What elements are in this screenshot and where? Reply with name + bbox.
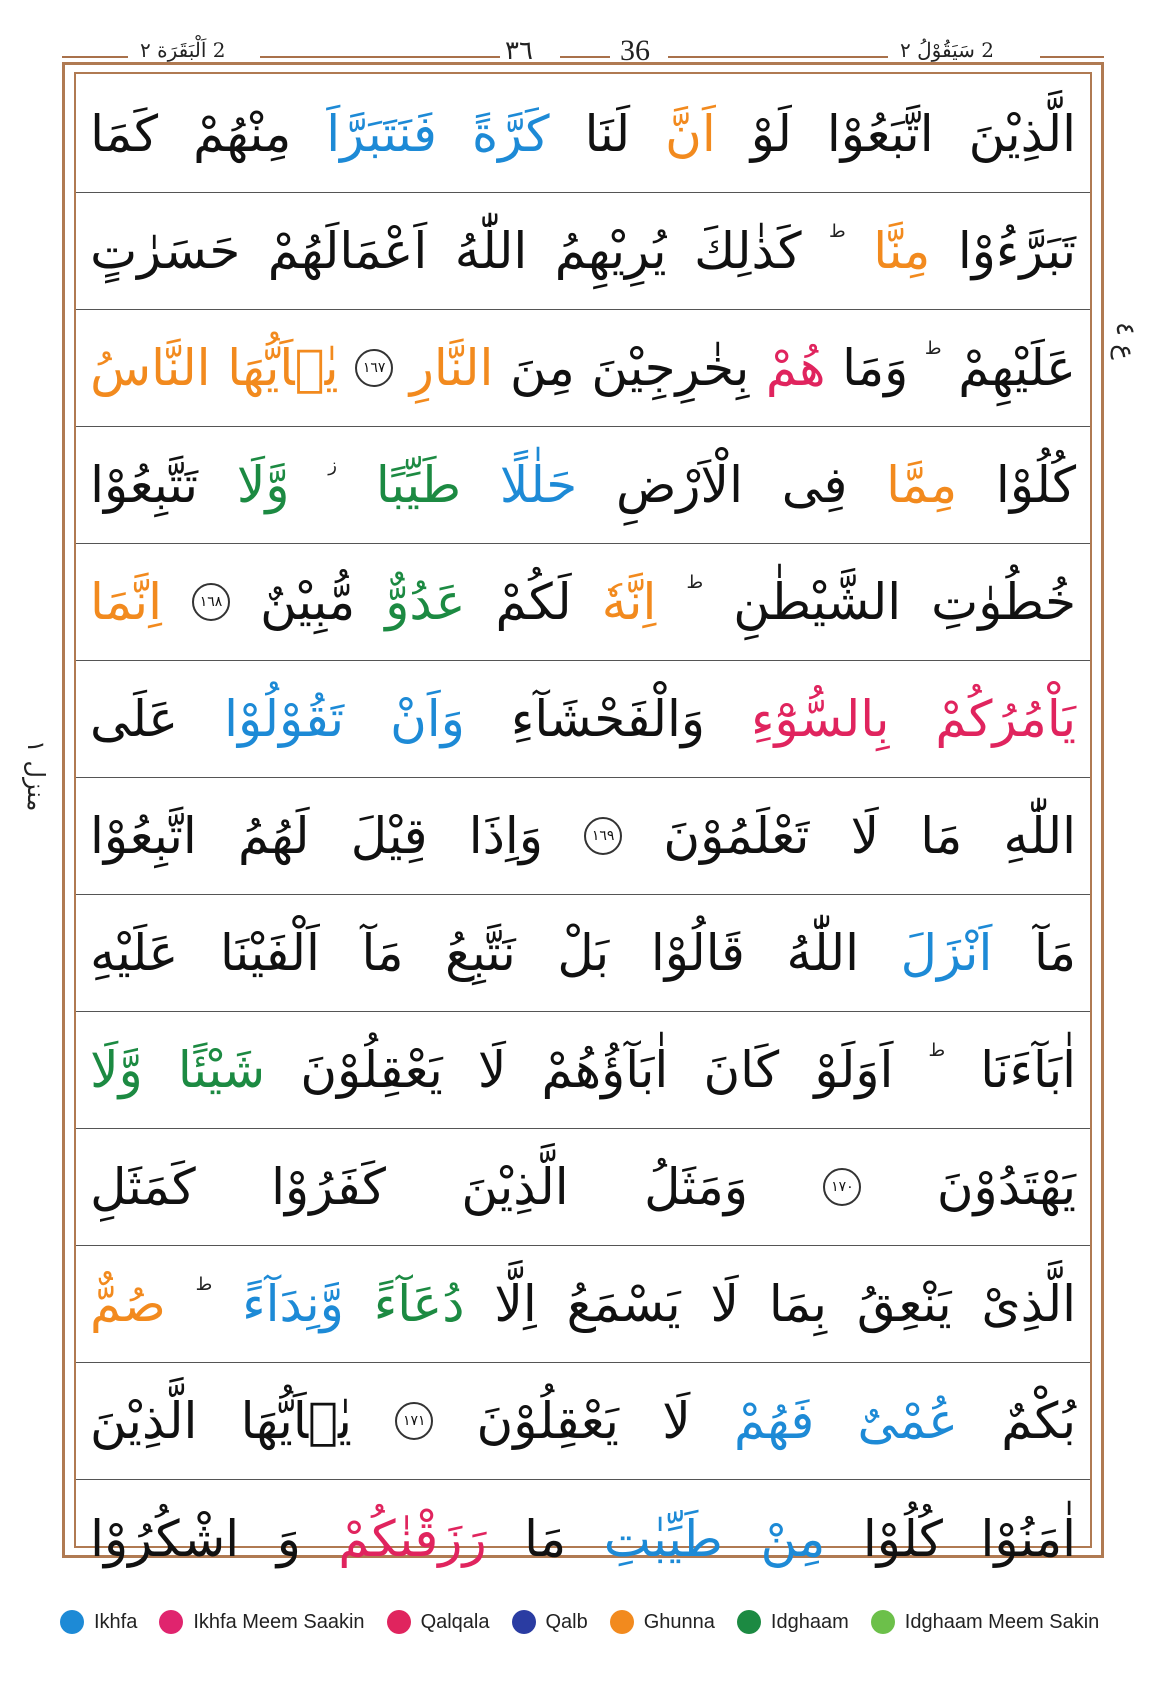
arabic-word: اَلْفَيْنَا [220,924,320,982]
arabic-word: اٰبَآؤُهُمْ [541,1041,669,1099]
arabic-word: كَذٰلِكَ [694,222,802,280]
arabic-word: لَنَا [584,105,631,163]
legend-label: Qalb [545,1610,588,1633]
arabic-word: كَمَثَلِ [90,1158,196,1216]
arabic-word: وَ [276,1509,301,1568]
arabic-word: مِنْ [760,1509,826,1568]
ayah-number-marker: ١٧٠ [823,1168,861,1206]
arabic-word: اَنْزَلَ [900,924,993,982]
quran-text-block [76,76,1090,1568]
legend-label: Ikhfa [94,1610,138,1633]
arabic-word: عَلَيْهِمْ [958,339,1076,397]
arabic-word: الشَّيْطٰنِ [733,573,902,631]
arabic-word: طَيِّبٰتِ [603,1509,723,1568]
arabic-word: اللّٰهُ [454,222,528,280]
arabic-word: مِنْهُمْ [193,105,292,163]
arabic-word: كُلُوْا [995,456,1076,514]
arabic-word: يَسْمَعُ [566,1275,681,1333]
surah-title: 2 اَلْبَقَرَة ٢ [140,38,226,62]
arabic-word: فَنَتَبَرَّاَ [326,105,437,163]
arabic-word: هُمْ [765,339,826,397]
legend-color-dot [737,1610,761,1634]
arabic-word: لَا [850,807,880,865]
text-line [76,427,1090,544]
arabic-word: خُطُوٰتِ [931,573,1076,631]
arabic-word: اتَّبِعُوْا [90,807,197,865]
arabic-word: يَاْمُرُكُمْ [935,690,1076,748]
arabic-word: اِنَّهٗ [601,573,657,631]
text-line [76,76,1090,193]
arabic-word: اَعْمَالَهُمْ [267,222,428,280]
waqf-stop-mark: ط [686,572,704,593]
arabic-word: مُّبِيْنٌ [260,573,356,631]
arabic-word: مَا [920,807,963,865]
arabic-word: الَّذِىْ [981,1275,1076,1333]
arabic-word: الَّذِيْنَ [90,1392,198,1450]
manzil-mark: منزل ١ [22,740,50,812]
arabic-word: تَعْلَمُوْنَ [663,807,810,865]
legend-item [871,1610,1100,1634]
arabic-word: وَمَثَلُ [644,1158,748,1216]
legend-label: Idghaam [770,1610,849,1633]
arabic-word: الَّذِيْنَ [968,105,1076,163]
arabic-word: لَوْ [750,105,792,163]
arabic-word: بِخٰرِجِيْنَ [591,339,750,397]
arabic-word: طَيِّبًا [375,456,462,514]
header-rule-left [62,56,128,58]
legend-item [60,1610,137,1634]
arabic-word: عُمْىٌ [857,1392,958,1450]
legend-color-dot [159,1610,183,1634]
arabic-word: وَاِذَا [468,807,543,865]
arabic-word: فِى [781,456,848,514]
waqf-stop-mark: ز [328,455,337,476]
arabic-word: يٰۤاَيُّهَا [227,339,339,397]
arabic-word: كَفَرُوْا [271,1158,386,1216]
text-line [76,544,1090,661]
arabic-word: لَكُمْ [495,573,572,631]
arabic-word: لَا [662,1392,691,1450]
ayah-number-marker: ١٦٧ [355,349,393,387]
arabic-word: حَسَرٰتٍ [90,222,241,280]
arabic-word: صُمٌّ [90,1275,166,1333]
legend-color-dot [512,1610,536,1634]
legend-color-dot [610,1610,634,1634]
arabic-word: شَيْئًا [177,1041,266,1099]
arabic-word: مَآ [361,924,404,982]
arabic-word: اَوَلَوْ [814,1041,894,1099]
arabic-word: بِمَا [768,1275,827,1333]
arabic-word: بَلْ [557,924,610,982]
waqf-stop-mark: ط [195,1274,213,1295]
legend-item [387,1610,490,1634]
ayah-number-marker: ١٦٩ [584,817,622,855]
ayah-number-marker: ١٧١ [395,1402,433,1440]
juz-title: 2 سَيَقُوْلُ ٢ [900,38,994,62]
arabic-word: يٰۤاَيُّهَا [240,1392,352,1450]
arabic-word: لَهُمُ [237,807,310,865]
arabic-word: اٰبَآءَنَا [980,1041,1076,1099]
text-line [76,310,1090,427]
text-line [76,661,1090,778]
arabic-word: وَّلَا [236,456,290,514]
text-line [76,895,1090,1012]
arabic-word: تَقُوْلُوْا [224,690,345,748]
arabic-word: مِمَّا [886,456,958,514]
arabic-word: كَرَّةً [471,105,550,163]
arabic-word: تَبَرَّءُوْا [957,222,1076,280]
header-rule-center [560,56,610,58]
arabic-word: يُرِيْهِمُ [554,222,667,280]
arabic-word: دُعَآءً [373,1275,465,1333]
arabic-word: قِيْلَ [350,807,428,865]
arabic-word: بِالسُّوْٓءِ [751,690,890,748]
arabic-word: كَانَ [703,1041,780,1099]
arabic-word: مِنَ [509,339,575,397]
arabic-word: اللّٰهِ [1003,807,1076,865]
arabic-word: كَمَا [90,105,159,163]
arabic-word: وَمَا [842,339,909,397]
arabic-word: اشْكُرُوْا [90,1509,240,1568]
arabic-word: قَالُوْا [650,924,745,982]
arabic-word: يَعْقِلُوْنَ [476,1392,619,1450]
arabic-word: وَالْفَحْشَآءِ [510,690,706,748]
legend-item [737,1610,849,1634]
legend-color-dot [387,1610,411,1634]
legend-color-dot [871,1610,895,1634]
legend-label: Ghunna [643,1610,715,1633]
arabic-word: يَهْتَدُوْنَ [936,1158,1076,1216]
header-rule-left-mid [260,56,500,58]
waqf-stop-mark: ط [928,1040,946,1061]
header-rule-right [1040,56,1104,58]
arabic-word: عَلَيْهِ [90,924,179,982]
waqf-stop-mark: ط [924,338,942,359]
arabic-word: رَزَقْنٰكُمْ [338,1509,487,1568]
arabic-word: تَتَّبِعُوْا [90,456,198,514]
arabic-word: اٰمَنُوْا [980,1509,1076,1568]
legend-item [159,1610,364,1634]
arabic-word: بُكْمٌ [1001,1392,1076,1450]
legend-item [512,1610,588,1634]
arabic-word: يَعْقِلُوْنَ [300,1041,443,1099]
legend-label: Idghaam Meem Sakin [904,1610,1100,1633]
page-number: 36 [620,34,650,67]
tajweed-legend [60,1604,1120,1640]
arabic-word: لَا [477,1041,507,1099]
text-line [76,193,1090,310]
legend-color-dot [60,1610,84,1634]
text-line [76,1480,1090,1597]
legend-label: Qalqala [420,1610,490,1633]
header-rule-right-mid [668,56,888,58]
arabic-word: عَلَى [90,690,179,748]
waqf-stop-mark: ط [829,221,846,242]
arabic-word: اَنَّ [665,105,716,163]
arabic-word: مَآ [1033,924,1076,982]
arabic-word: النَّارِ [409,339,494,397]
ruku-mark: ع ٤ [1110,322,1140,360]
page-number-arabic: ٣٦ [505,36,533,66]
arabic-word: فَهُمْ [734,1392,815,1450]
ayah-number-marker: ١٦٨ [192,583,230,621]
arabic-word: اللّٰهُ [786,924,860,982]
arabic-word: وَّلَا [90,1041,143,1099]
text-line [76,1012,1090,1129]
arabic-word: حَلٰلًا [499,456,578,514]
arabic-word: اِلَّا [494,1275,537,1333]
arabic-word: النَّاسُ [90,339,211,397]
arabic-word: وَّنِدَآءً [242,1275,344,1333]
arabic-word: الَّذِيْنَ [461,1158,569,1216]
arabic-word: وَاَنْ [390,690,465,748]
arabic-word: اتَّبَعُوْا [826,105,934,163]
arabic-word: يَنْعِقُ [856,1275,952,1333]
arabic-word: اِنَّمَا [90,573,162,631]
legend-item [610,1610,715,1634]
text-line [76,1129,1090,1246]
arabic-word: عَدُوٌّ [385,573,466,631]
legend-label: Ikhfa Meem Saakin [193,1610,365,1633]
arabic-word: الْاَرْضِ [615,456,743,514]
arabic-word: مِنَّا [873,222,931,280]
text-line [76,1246,1090,1363]
arabic-word: نَتَّبِعُ [445,924,516,982]
text-line [76,778,1090,895]
text-line [76,1363,1090,1480]
page-header [0,0,1162,70]
arabic-word: مَا [524,1509,567,1568]
arabic-word: لَا [710,1275,740,1333]
arabic-word: كُلُوْا [862,1509,943,1568]
